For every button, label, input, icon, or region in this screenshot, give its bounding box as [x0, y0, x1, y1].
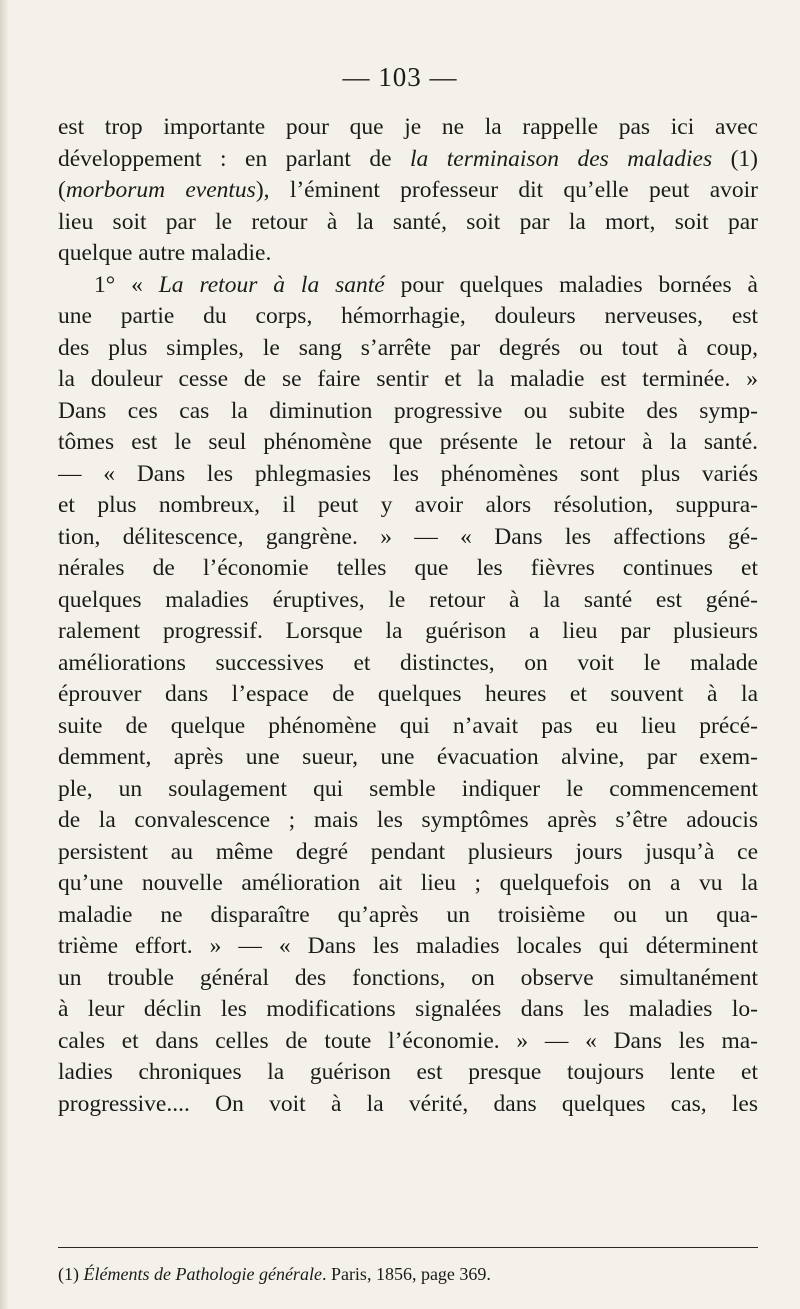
text-segment: (: [58, 177, 66, 203]
italic-text: La retour à la santé: [158, 271, 385, 298]
footnote: [58, 1262, 758, 1286]
text-segment: Dans ces cas la diminution progressive ou subite des symp-: [58, 397, 758, 424]
text-line: [58, 679, 758, 711]
text-line: [58, 994, 758, 1026]
text-segment: éprouver dans l’espace de quelques heures et souvent à la: [58, 681, 758, 707]
text-line: [58, 1057, 758, 1089]
text-segment: persistent au même degré pendant plusieurs jours jusqu’à ce: [58, 838, 758, 865]
text-line: [58, 238, 758, 270]
text-line: [58, 805, 758, 837]
text-line: [58, 459, 758, 491]
text-segment: de la convalescence ; mais les symptômes après s’être adoucis: [58, 807, 758, 833]
page-binding-edge: [0, 0, 9, 1309]
text-segment: à leur déclin les modifications signalées dans les maladies lo-: [58, 996, 758, 1022]
text-line: [58, 837, 758, 869]
footnote-divider: [58, 1247, 758, 1248]
text-line: [58, 364, 758, 396]
text-segment: 1° «: [94, 271, 159, 298]
text-line: [58, 144, 758, 176]
text-line: [58, 301, 758, 333]
text-segment: ralement progressif. Lorsque la guérison a lieu par plusieurs: [58, 618, 758, 644]
text-segment: ladies chroniques la guérison est presque toujours lente et: [58, 1059, 758, 1085]
text-line: [58, 900, 758, 932]
text-segment: une partie du corps, hémorrhagie, douleurs nerveuses, est: [58, 303, 758, 329]
text-line: [58, 1026, 758, 1058]
footnote-marker: (1): [58, 1264, 84, 1284]
text-segment: qu’une nouvelle amélioration ait lieu ; quelquefois on a vu la: [58, 870, 758, 896]
footnote-title: Éléments de Pathologie générale: [83, 1264, 322, 1284]
text-segment: (1): [712, 145, 758, 172]
body-text: [58, 112, 758, 1120]
text-line: [58, 270, 758, 302]
text-segment: quelques maladies éruptives, le retour à la santé est géné-: [58, 586, 758, 613]
text-segment: nérales de l’économie telles que les fièvres continues et: [58, 555, 758, 581]
text-segment: développement : en parlant de: [58, 145, 410, 172]
text-segment: un trouble général des fonctions, on observe simultanément: [58, 964, 758, 991]
text-line: [58, 931, 758, 963]
text-line: [58, 207, 758, 239]
text-line: [58, 711, 758, 743]
text-segment: la douleur cesse de se faire sentir et la maladie est terminée. »: [58, 366, 758, 392]
text-line: [58, 175, 758, 207]
text-line: [58, 742, 758, 774]
text-line: [58, 333, 758, 365]
text-segment: trième effort. » — « Dans les maladies locales qui déterminent: [58, 933, 758, 959]
text-line: [58, 490, 758, 522]
text-segment: progressive.... On voit à la vérité, dans quelques cas, les: [58, 1090, 758, 1117]
text-line: [58, 1089, 758, 1121]
text-segment: ple, un soulagement qui semble indiquer le commencement: [58, 775, 758, 802]
text-segment: demment, après une sueur, une évacuation alvine, par exem-: [58, 744, 758, 770]
text-segment: maladie ne disparaître qu’après un troisième ou un qua-: [58, 901, 758, 928]
text-segment: ), l’éminent professeur dit qu’elle peut avoir: [255, 177, 758, 203]
text-line: [58, 963, 758, 995]
page-number-header: — 103 —: [342, 62, 458, 92]
text-segment: quelque autre maladie.: [58, 240, 272, 266]
footnote-citation: . Paris, 1856, page 369.: [321, 1264, 491, 1284]
text-line: [58, 553, 758, 585]
text-segment: améliorations successives et distinctes, on voit le malade: [58, 649, 758, 676]
text-segment: suite de quelque phénomène qui n’avait pas eu lieu précé-: [58, 712, 758, 739]
text-line: [58, 648, 758, 680]
text-line: [58, 396, 758, 428]
text-line: [58, 112, 758, 144]
text-segment: tômes est le seul phénomène que présente le retour à la santé.: [58, 429, 758, 455]
text-line: [58, 427, 758, 459]
text-segment: est trop importante pour que je ne la rappelle pas ici avec: [58, 114, 758, 140]
text-line: [58, 774, 758, 806]
text-line: [58, 868, 758, 900]
text-segment: tion, délitescence, gangrène. » — « Dans les affections gé-: [58, 523, 758, 550]
text-line: [58, 585, 758, 617]
text-segment: — « Dans les phlegmasies les phénomènes sont plus variés: [58, 460, 758, 487]
text-segment: des plus simples, le sang s’arrête par degrés ou tout à coup,: [58, 334, 758, 361]
italic-text: morborum eventus: [65, 177, 256, 203]
italic-text: la terminaison des maladies: [410, 145, 713, 172]
text-segment: lieu soit par le retour à la santé, soit par la mort, soit par: [58, 208, 758, 235]
text-segment: pour quelques maladies bornées à: [384, 271, 758, 298]
text-segment: cales et dans celles de toute l’économie. » — « Dans les ma-: [58, 1027, 758, 1054]
text-line: [58, 522, 758, 554]
text-segment: et plus nombreux, il peut y avoir alors résolution, suppura-: [58, 492, 758, 518]
text-line: [58, 616, 758, 648]
